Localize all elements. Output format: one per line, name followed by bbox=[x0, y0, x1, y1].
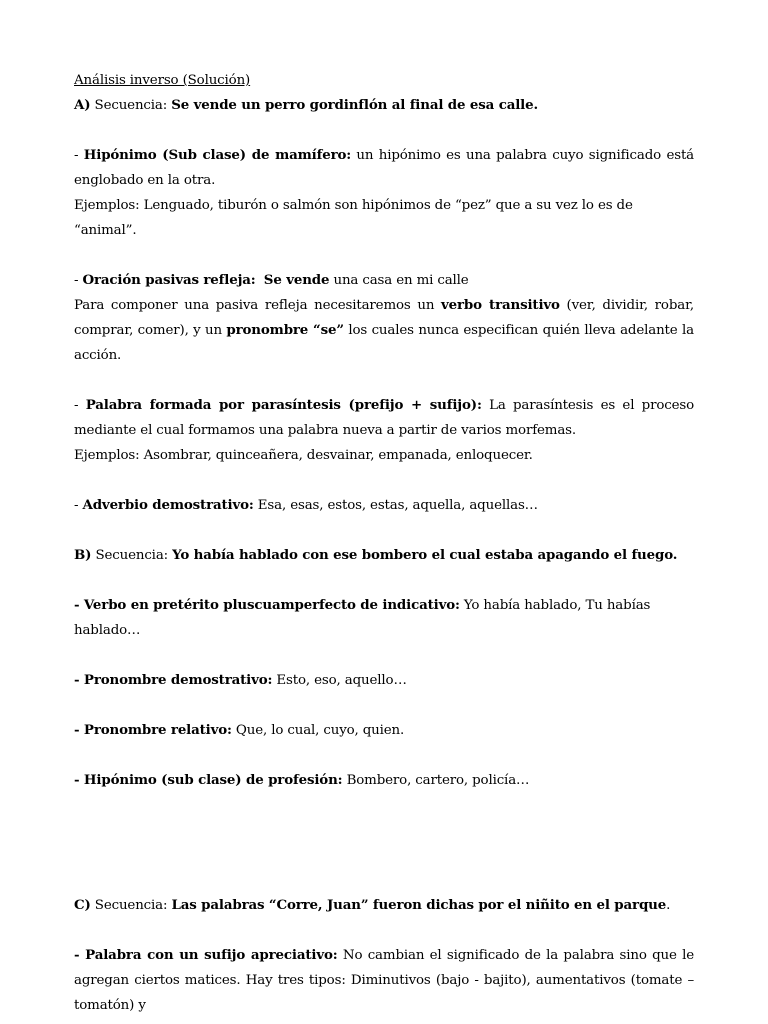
adverbio-demostrativo-text: Esa, esas, estos, estas, aquella, aquellas… bbox=[253, 498, 538, 513]
pasiva-refleja-text: una casa en mi calle bbox=[329, 273, 469, 288]
parasintesis-text: La parasíntesis es el proceso mediante el cual formamos una palabra nueva a partir de varios morfemas. bbox=[74, 398, 694, 438]
verbo-pluscuamperfecto-text: Yo había hablado, Tu habías hablado… bbox=[74, 598, 651, 638]
section-a-sequence bbox=[74, 93, 694, 118]
verbo-transitivo-term: verbo transitivo bbox=[441, 297, 560, 313]
pronombre-demostrativo-label: - Pronombre demostrativo: bbox=[74, 672, 273, 688]
section-b-sequence bbox=[74, 543, 694, 568]
section-a-seq-label: Secuencia: bbox=[90, 98, 172, 113]
verbo-pluscuamperfecto-item bbox=[74, 593, 694, 643]
item-dash: - bbox=[74, 398, 86, 413]
item-dash: - bbox=[74, 148, 84, 163]
pronombre-demostrativo-item bbox=[74, 668, 694, 693]
hiponimo-mamifero-item bbox=[74, 143, 694, 193]
hiponimo-mamifero-examples: Ejemplos: Lenguado, tiburón o salmón son hipónimos de “pez” que a su vez lo es de “animal”. bbox=[74, 198, 633, 238]
hiponimo-mamifero-text: un hipónimo es una palabra cuyo significado está englobado en la otra. bbox=[74, 148, 695, 188]
document-title: Análisis inverso (Solución) bbox=[74, 73, 251, 88]
pasiva-refleja-explanation bbox=[74, 293, 694, 368]
section-c-sequence bbox=[74, 893, 694, 918]
pasiva-refleja-label2: Se vende bbox=[263, 272, 330, 288]
parasintesis-label: Palabra formada por parasíntesis (prefijo + sufijo): bbox=[85, 397, 482, 413]
item-dash: - bbox=[74, 273, 83, 288]
pasiva-expl-2: (ver, dividir, robar, comprar, comer), y un bbox=[74, 298, 694, 338]
adverbio-demostrativo-label: Adverbio demostrativo: bbox=[82, 497, 254, 513]
sufijo-apreciativo-label: - Palabra con un sufijo apreciativo: bbox=[74, 947, 338, 963]
pronombre-relativo-text: Que, lo cual, cuyo, quien. bbox=[231, 723, 405, 738]
hiponimo-profesion-item bbox=[74, 768, 694, 793]
section-b-letter: B) bbox=[74, 547, 92, 563]
pasiva-refleja-item bbox=[74, 268, 694, 293]
sufijo-apreciativo-text: No cambian el significado de la palabra sino que le agregan ciertos matices. Hay tres tipos: Diminutivos (bajo - bajito), aumentativos (tomate – tomatón) y bbox=[74, 948, 695, 1013]
parasintesis-item bbox=[74, 393, 694, 443]
section-a-sentence: Se vende un perro gordinflón al final de esa calle. bbox=[171, 97, 538, 113]
section-b-sentence: Yo había hablado con ese bombero el cual estaba apagando el fuego. bbox=[172, 547, 678, 563]
pronombre-relativo-label: - Pronombre relativo: bbox=[74, 722, 232, 738]
pasiva-refleja-label: Oración pasivas refleja: bbox=[82, 272, 256, 288]
section-c-letter: C) bbox=[74, 897, 91, 913]
section-a-letter: A) bbox=[74, 97, 91, 113]
sufijo-apreciativo-item bbox=[74, 943, 694, 1018]
pronombre-demostrativo-text: Esto, eso, aquello… bbox=[272, 673, 407, 688]
adverbio-demostrativo-item bbox=[74, 493, 694, 518]
section-c-sentence-end: . bbox=[666, 898, 671, 913]
section-b-seq-label: Secuencia: bbox=[91, 548, 173, 563]
item-dash: - bbox=[74, 498, 83, 513]
parasintesis-examples: Ejemplos: Asombrar, quinceañera, desvainar, empanada, enloquecer. bbox=[74, 448, 533, 463]
hiponimo-mamifero-label: Hipónimo (Sub clase) de mamífero: bbox=[83, 147, 352, 163]
pasiva-expl-1: Para componer una pasiva refleja necesitaremos un bbox=[74, 298, 442, 313]
pronombre-relativo-item bbox=[74, 718, 694, 743]
section-c-seq-label: Secuencia: bbox=[90, 898, 172, 913]
hiponimo-profesion-text: Bombero, cartero, policía… bbox=[342, 773, 530, 788]
verbo-pluscuamperfecto-label: - Verbo en pretérito pluscuamperfecto de indicativo: bbox=[74, 597, 460, 613]
pronombre-se-term: pronombre “se” bbox=[226, 322, 344, 338]
hiponimo-profesion-label: - Hipónimo (sub clase) de profesión: bbox=[74, 772, 343, 788]
section-c-sentence: Las palabras “Corre, Juan” fueron dichas por el niñito en el parque bbox=[171, 897, 667, 913]
pasiva-expl-3: los cuales nunca especifican quién lleva adelante la acción. bbox=[74, 323, 694, 363]
